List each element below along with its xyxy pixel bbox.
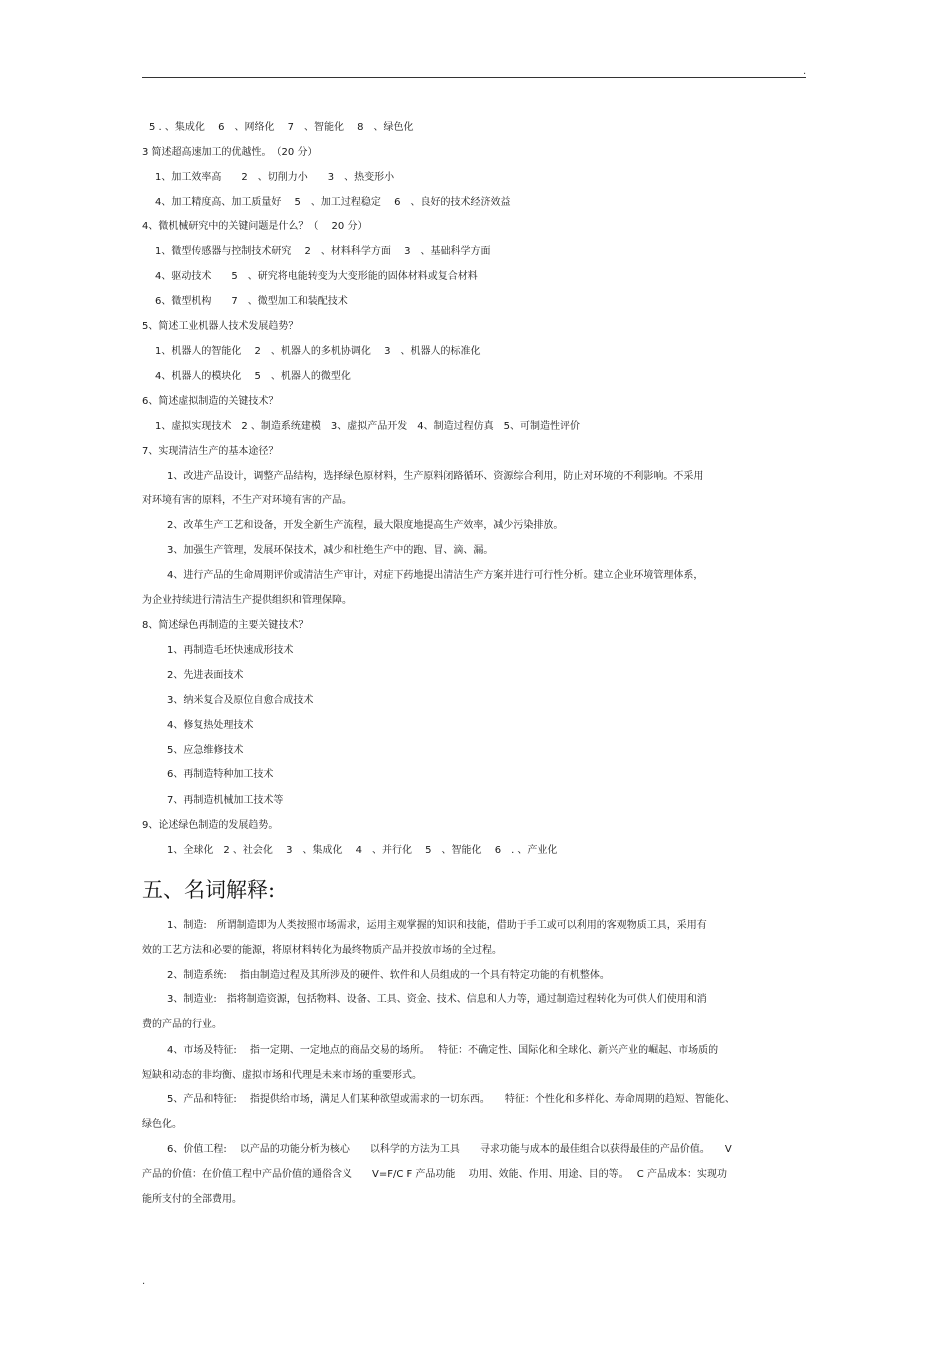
text-line: 1、虚拟实现技术 2 、制造系统建模 3、虚拟产品开发 4、制造过程仿真 5、可制造性评价 (155, 421, 580, 432)
text-line: 4、机器人的模块化 5 、机器人的微型化 (155, 371, 351, 382)
list-item: 6、再制造特种加工技术 (167, 769, 274, 780)
text-line: 3、加强生产管理，发展环保技术，减少和杜绝生产中的跑、冒、滴、漏。 (167, 545, 494, 556)
list-item: 7、再制造机械加工技术等 (167, 795, 284, 806)
section-heading: 五、名词解释: (142, 878, 276, 902)
definition-line: 2、制造系统: 指由制造过程及其所涉及的硬件、软件和人员组成的一个具有特定功能的有机整体。 (167, 970, 610, 981)
definition-line: 短缺和动态的非均衡、虚拟市场和代理是未来市场的重要形式。 (142, 1070, 422, 1081)
definition-line: 6、价值工程: 以产品的功能分析为核心 以科学的方法为工具 寻求功能与成本的最佳组合以获得最佳的产品价值。 V (167, 1144, 732, 1155)
question-5: 5、简述工业机器人技术发展趋势？ (142, 321, 299, 332)
list-item: 5、应急维修技术 (167, 745, 244, 756)
question-9: 9、论述绿色制造的发展趋势。 (142, 820, 279, 831)
text-line: 1、机器人的智能化 2 、机器人的多机协调化 3 、机器人的标准化 (155, 346, 481, 357)
list-item: 3、纳米复合及原位自愈合成技术 (167, 695, 314, 706)
text-line: 4、驱动技术 5 、研究将电能转变为大变形能的固体材料或复合材料 (155, 271, 478, 282)
definition-line: 3、制造业: 指将制造资源，包括物料、设备、工具、资金、技术、信息和人力等，通过制造过程转化为可供人们使用和消 (167, 994, 707, 1005)
definition-line: 1、制造: 所谓制造即为人类按照市场需求，运用主观掌握的知识和技能，借助于手工或可以利用的客观物质工具，采用有 (167, 920, 707, 931)
question-6: 6、简述虚拟制造的关键技术？ (142, 396, 279, 407)
footer-corner-mark: . (142, 1276, 146, 1287)
definition-line: 效的工艺方法和必要的能源，将原材料转化为最终物质产品并投放市场的全过程。 (142, 945, 502, 956)
question-3: 3 简述超高速加工的优越性。 （20 分） (142, 147, 318, 158)
definition-line: 能所支付的全部费用。 (142, 1194, 242, 1205)
header-corner-mark: . (803, 66, 807, 77)
definition-line: 4、市场及特征: 指一定期、一定地点的商品交易的场所。 特征：不确定性、国际化和全球化、新兴产业的崛起、市场质的 (167, 1045, 719, 1056)
list-item: 4、修复热处理技术 (167, 720, 254, 731)
text-line: 2、改革生产工艺和设备，开发全新生产流程，最大限度地提高生产效率，减少污染排放。 (167, 520, 564, 531)
text-line: 为企业持续进行清洁生产提供组织和管理保障。 (142, 595, 352, 606)
question-8: 8、简述绿色再制造的主要关键技术？ (142, 620, 309, 631)
text-line: 1、加工效率高 2 、切削力小 3 、热变形小 (155, 172, 395, 183)
definition-line: 5、产品和特征: 指提供给市场，满足人们某种欲望或需求的一切东西。 特征：个性化和多样化、寿命周期的趋短、智能化、 (167, 1094, 735, 1105)
text-line: 1、微型传感器与控制技术研究 2 、材料科学方面 3 、基础科学方面 (155, 246, 491, 257)
text-line: 1、改进产品设计，调整产品结构，选择绿色原材料，生产原料闭路循环、资源综合利用，防止对环境的不利影响。不采用 (167, 471, 704, 482)
text-line: 1、全球化 2 、社会化 3 、集成化 4 、并行化 5 、智能化 6 . 、产业化 (167, 845, 558, 856)
question-7: 7、实现清洁生产的基本途径？ (142, 446, 279, 457)
text-line: 4、进行产品的生命周期评价或清洁生产审计，对症下药地提出清洁生产方案并进行可行性分析。建立企业环境管理体系， (167, 570, 704, 581)
header-rule (142, 77, 806, 78)
text-line: 5 . 、集成化 6 、网络化 7 、智能化 8 、绿色化 (149, 122, 414, 133)
definition-line: 绿色化。 (142, 1119, 182, 1130)
definition-line: 费的产品的行业。 (142, 1019, 222, 1030)
list-item: 2、先进表面技术 (167, 670, 244, 681)
question-4: 4、微机械研究中的关键问题是什么？（ 20 分） (142, 221, 368, 232)
list-item: 1、再制造毛坯快速成形技术 (167, 645, 294, 656)
text-line: 4、加工精度高、加工质量好 5 、加工过程稳定 6 、良好的技术经济效益 (155, 197, 511, 208)
text-line: 6、微型机构 7 、微型加工和装配技术 (155, 296, 348, 307)
definition-line: 产品的价值：在价值工程中产品价值的通俗含义 V=F/C F 产品功能 功用、效能、作用、用途、目的等。 C 产品成本：实现功 (142, 1169, 727, 1180)
text-line: 对环境有害的原料，不生产对环境有害的产品。 (142, 495, 352, 506)
